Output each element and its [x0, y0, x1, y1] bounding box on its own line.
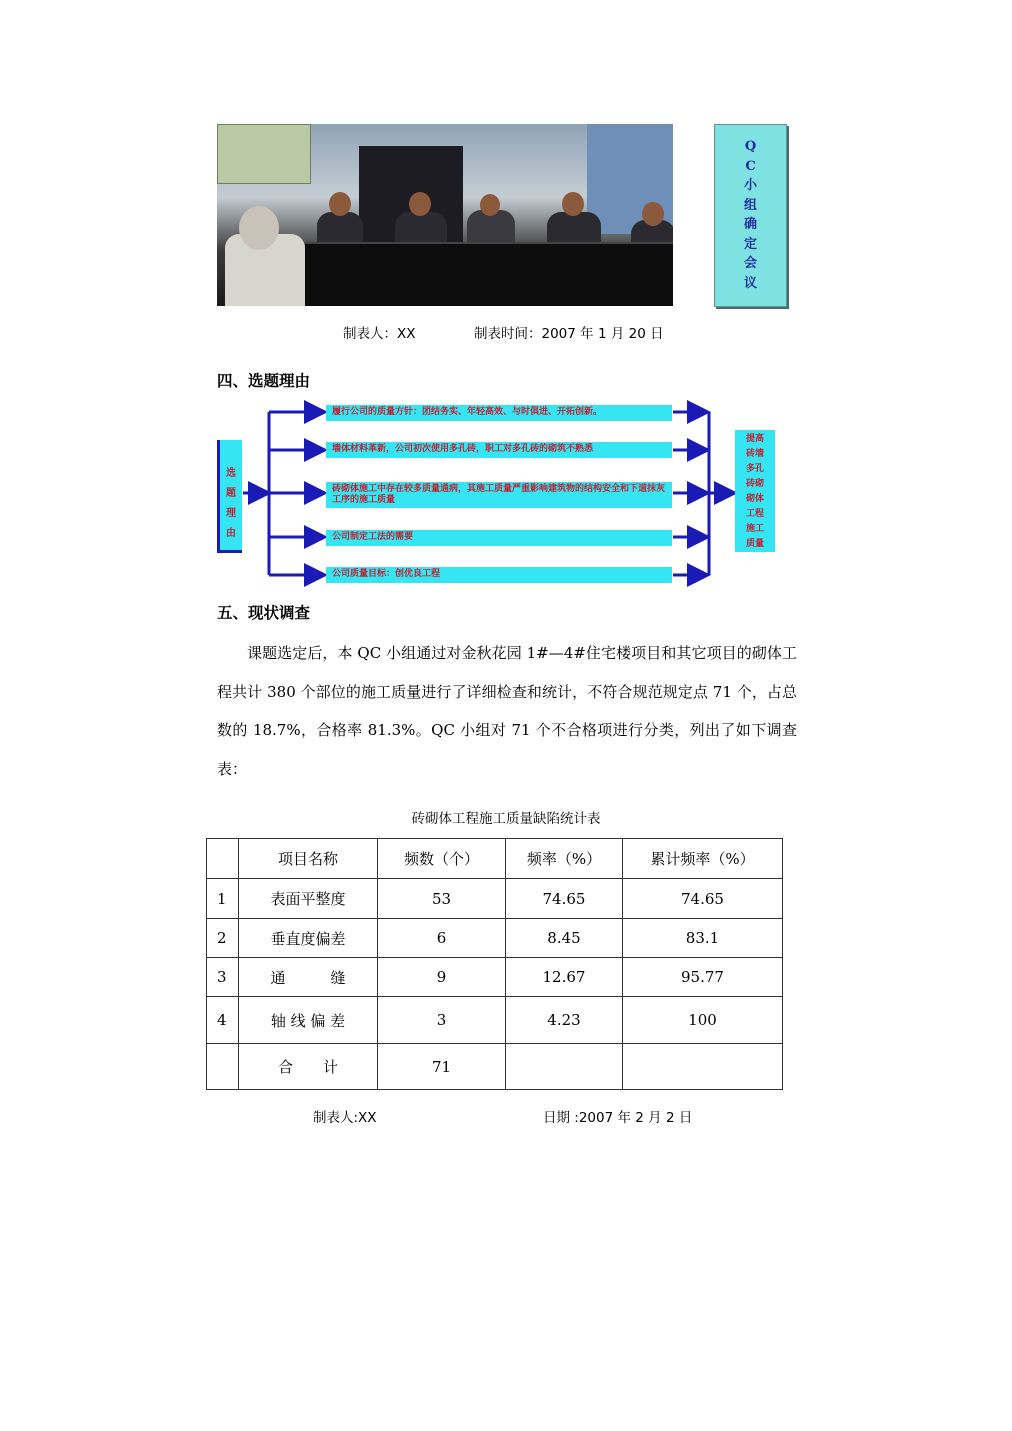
cell [207, 1044, 239, 1090]
survey-paragraph: 课题选定后，本 QC 小组通过对金秋花园 1#—4#住宅楼项目和其它项目的砌体工程共计 380 个部位的施工质量进行了详细检查和统计，不符合规范规定点 71 个，占总数的 18.7%，合格率 81.3%。QC 小组对 71 个不合格项进行分类，列出了如下调查表： [217, 644, 797, 778]
cell: 71 [378, 1044, 506, 1090]
cell: 8.45 [506, 919, 623, 958]
flow-right-box [735, 430, 775, 552]
wall-board [217, 124, 311, 184]
cell: 3 [207, 958, 239, 997]
table-date: 日期 :2007 年 2 月 2 日 [543, 1110, 693, 1126]
table-row [207, 958, 783, 997]
caption-char: Q [744, 139, 757, 154]
cell: 通 缝 [239, 958, 378, 997]
cell: 合 计 [239, 1044, 378, 1090]
cell: 垂直度偏差 [239, 919, 378, 958]
person-head [329, 192, 351, 216]
caption-char: 定 [743, 236, 757, 252]
person-head [480, 194, 500, 216]
cell: 6 [378, 919, 506, 958]
flow-right-line: 砖墙 [745, 449, 764, 459]
cell: 74.65 [506, 879, 623, 919]
cell: 1 [207, 879, 239, 919]
header-cell [207, 839, 239, 879]
cell: 轴 线 偏 差 [239, 997, 378, 1044]
person-head [562, 192, 584, 216]
person-head [239, 206, 279, 250]
cell: 100 [623, 997, 783, 1044]
flow-left-char: 选 [226, 468, 236, 479]
caption-char: 议 [743, 275, 757, 291]
person [395, 212, 447, 246]
flow-item-4: 公司制定工法的需要 [326, 530, 672, 546]
flow-item-5: 公司质量目标：创优良工程 [326, 567, 672, 583]
section4-title: 四、选题理由 [217, 372, 311, 390]
meeting-photo [217, 124, 673, 306]
header-cell: 累计频率（%） [623, 839, 783, 879]
cell: 53 [378, 879, 506, 919]
flow-left-box [217, 440, 242, 553]
flow-right-line: 质量 [745, 539, 764, 549]
defect-table [206, 838, 783, 1090]
caption-char: C [745, 158, 756, 174]
cell: 3 [378, 997, 506, 1044]
flow-right-line: 砌体 [745, 494, 764, 504]
flow-item-3: 砖砌体施工中存在较多质量通病，其施工质量严重影响建筑物的结构安全和下道抹灰工序的施工质量 [326, 482, 672, 508]
flow-right-line: 工程 [745, 509, 764, 519]
table-total-row [207, 1044, 783, 1090]
flow-item-1: 履行公司的质量方针：团结务实、年轻高效、与时俱进、开拓创新。 [326, 405, 672, 421]
cell: 2 [207, 919, 239, 958]
cell: 12.67 [506, 958, 623, 997]
flow-right-line: 提高 [745, 434, 764, 444]
cell [506, 1044, 623, 1090]
cell: 表面平整度 [239, 879, 378, 919]
person-head [409, 192, 431, 216]
caption-char: 小 [743, 178, 757, 193]
cell: 9 [378, 958, 506, 997]
table-row [207, 879, 783, 919]
flow-left-char: 题 [226, 488, 236, 499]
cell: 4 [207, 997, 239, 1044]
table-title: 砖砌体工程施工质量缺陷统计表 [411, 811, 601, 827]
header-cell: 频率（%） [506, 839, 623, 879]
caption-char: 会 [743, 256, 757, 271]
section5-title: 五、现状调查 [217, 604, 311, 622]
cell: 83.1 [623, 919, 783, 958]
flow-right-line: 施工 [745, 524, 764, 534]
caption-char: 确 [743, 217, 757, 232]
table-maker: 制表人:XX [313, 1110, 377, 1126]
flow-left-char: 由 [226, 528, 236, 539]
flow-right-line: 多孔 [745, 464, 764, 474]
conference-table [305, 242, 673, 306]
table-header-row [207, 839, 783, 879]
header-cell: 项目名称 [239, 839, 378, 879]
cell: 4.23 [506, 997, 623, 1044]
flow-left-char: 理 [226, 508, 236, 519]
person-head [642, 202, 664, 226]
photo-caption-box [714, 124, 787, 307]
table-row [207, 997, 783, 1044]
photo-time: 制表时间：2007 年 1 月 20 日 [474, 326, 664, 342]
cell: 95.77 [623, 958, 783, 997]
flow-item-2: 墙体材料革新，公司初次使用多孔砖，职工对多孔砖的砌筑不熟悉 [326, 442, 672, 458]
cell [623, 1044, 783, 1090]
flow-right-line: 砖砌 [745, 479, 764, 489]
person [317, 212, 363, 246]
caption-char: 组 [743, 197, 757, 213]
cell: 74.65 [623, 879, 783, 919]
header-cell: 频数（个） [378, 839, 506, 879]
photo-maker: 制表人：XX [343, 326, 416, 342]
table-row [207, 919, 783, 958]
